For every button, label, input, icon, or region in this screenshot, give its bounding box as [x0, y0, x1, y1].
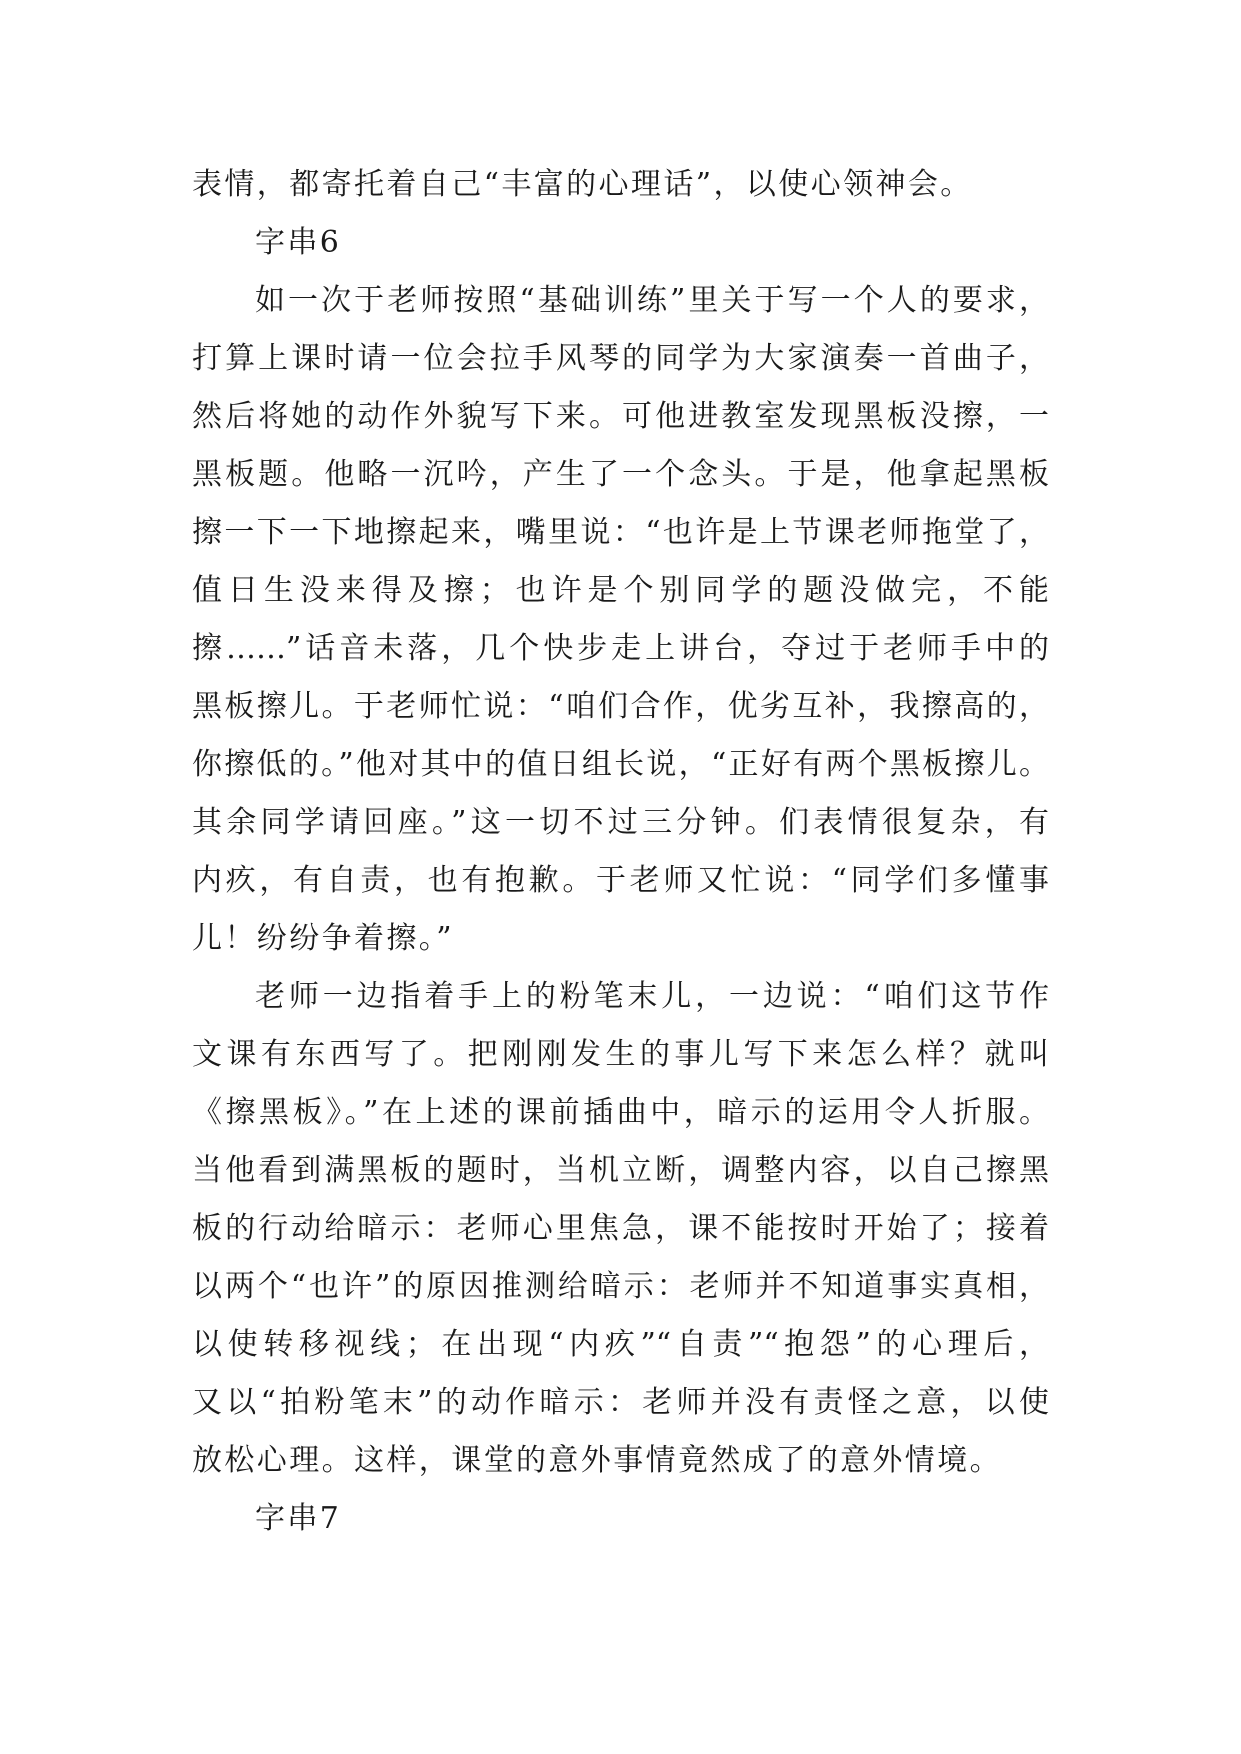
text-line: 如一次于老师按照“基础训练”里关于写一个人的要求，	[255, 283, 1049, 318]
text-line: 老师一边指着手上的粉笔末儿，一边说：“咱们这节作	[255, 979, 1049, 1014]
text-line: 擦一下一下地擦起来，嘴里说：“也许是上节课老师拖堂了，	[192, 515, 1049, 550]
document-body	[192, 156, 1049, 1548]
text-line: 以使转移视线；在出现“内疚”“自责”“抱怨”的心理后，	[192, 1327, 1049, 1362]
text-line: 其余同学请回座。”这一切不过三分钟。们表情很复杂，有	[192, 805, 1049, 840]
text-line: 又以“拍粉笔末”的动作暗示：老师并没有责怪之意，以使	[192, 1385, 1049, 1420]
section-label: 字串6	[255, 225, 342, 260]
text-line: 板的行动给暗示：老师心里焦急，课不能按时开始了；接着	[192, 1211, 1049, 1246]
section-label: 字串7	[255, 1501, 342, 1536]
text-line: 黑板题。他略一沉吟，产生了一个念头。于是，他拿起黑板	[192, 457, 1049, 492]
text-line: 擦……”话音未落，几个快步走上讲台，夺过于老师手中的	[192, 631, 1049, 666]
text-line: 放松心理。这样，课堂的意外事情竟然成了的意外情境。	[192, 1443, 1002, 1478]
text-line: 内疚，有自责，也有抱歉。于老师又忙说：“同学们多懂事	[192, 863, 1049, 898]
text-line: 然后将她的动作外貌写下来。可他进教室发现黑板没擦，一	[192, 399, 1049, 434]
text-line: 《擦黑板》。”在上述的课前插曲中，暗示的运用令人折服。	[192, 1095, 1049, 1130]
text-line: 文课有东西写了。把刚刚发生的事儿写下来怎么样？就叫	[192, 1037, 1049, 1072]
text-line: 黑板擦儿。于老师忙说：“咱们合作，优劣互补，我擦高的，	[192, 689, 1049, 724]
text-line: 儿！纷纷争着擦。”	[192, 921, 454, 956]
text-line: 你擦低的。”他对其中的值日组长说，“正好有两个黑板擦儿。	[192, 747, 1049, 782]
text-line: 表情，都寄托着自己“丰富的心理话”，以使心领神会。	[192, 167, 973, 202]
text-line: 值日生没来得及擦；也许是个别同学的题没做完，不能	[192, 573, 1049, 608]
text-line: 当他看到满黑板的题时，当机立断，调整内容，以自己擦黑	[192, 1153, 1049, 1188]
text-line: 打算上课时请一位会拉手风琴的同学为大家演奏一首曲子，	[192, 341, 1049, 376]
text-line: 以两个“也许”的原因推测给暗示：老师并不知道事实真相，	[192, 1269, 1049, 1304]
